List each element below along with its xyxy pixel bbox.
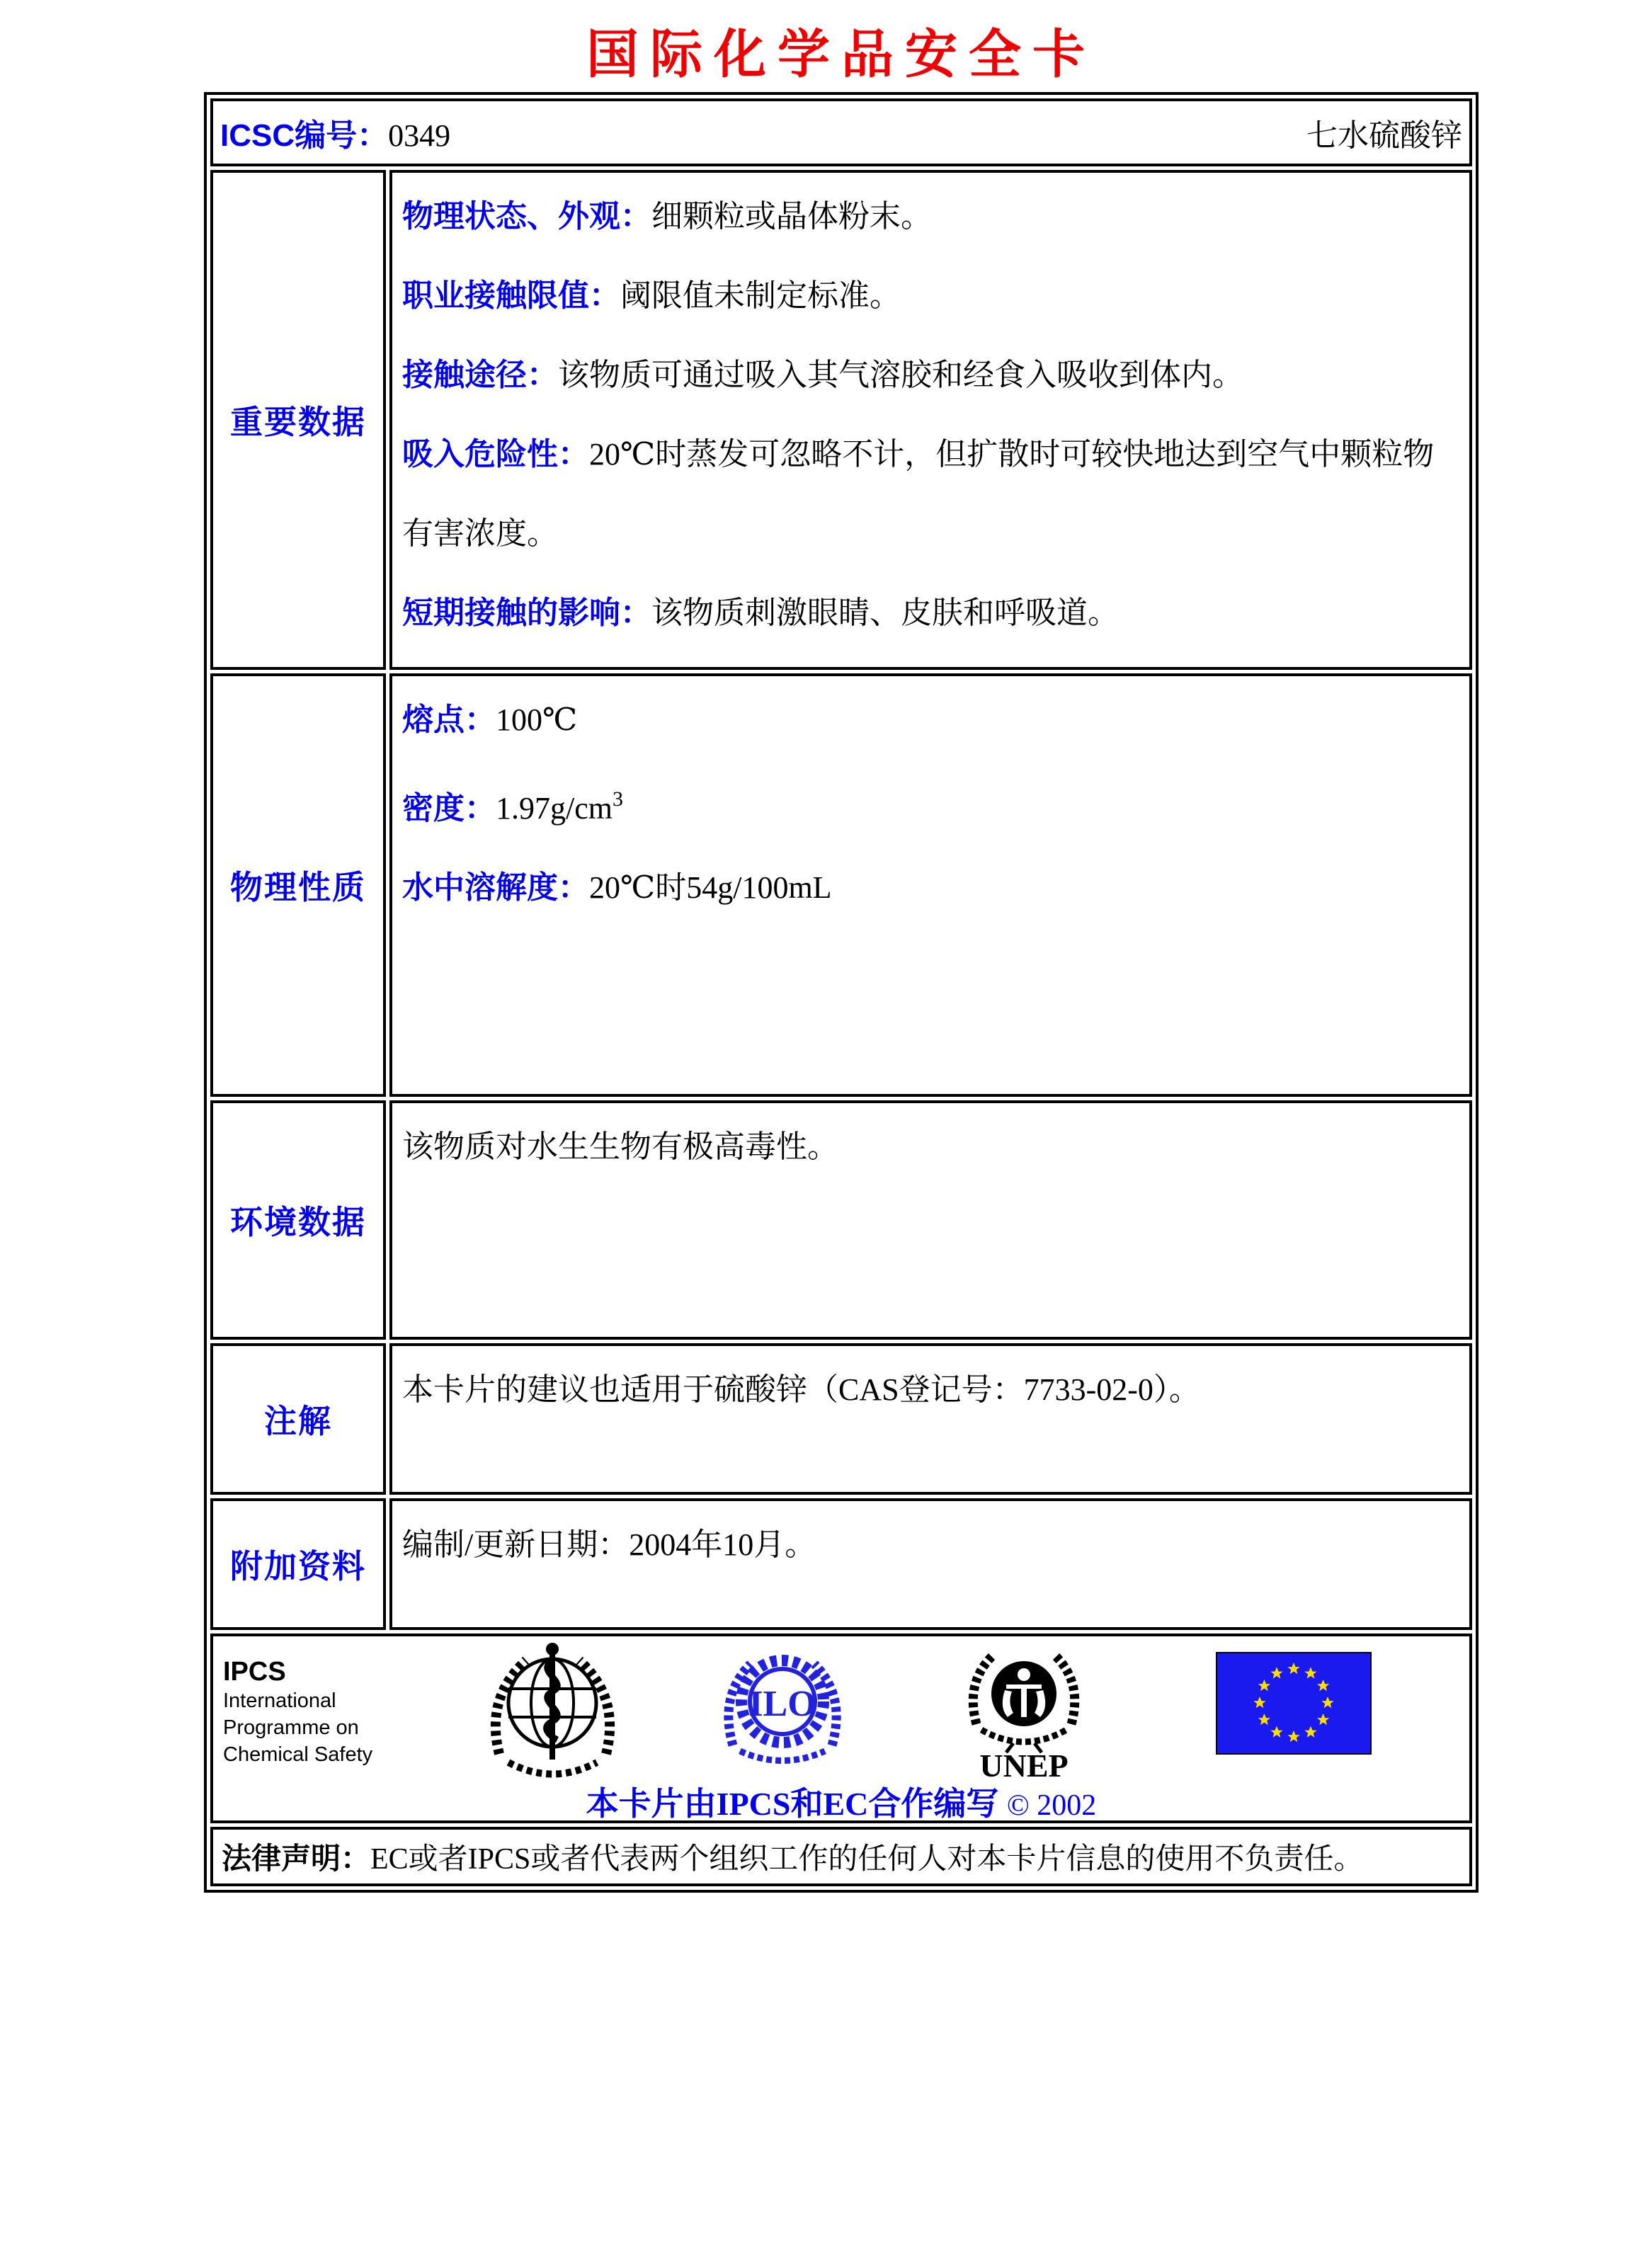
short-term-effects-line: 短期接触的影响：该物质刺激眼睛、皮肤和呼吸道。 bbox=[402, 595, 1119, 630]
icsc-number-value: 0349 bbox=[388, 118, 451, 153]
cooperation-caption bbox=[213, 1778, 1469, 1825]
notes-content bbox=[389, 1343, 1472, 1495]
ipcs-line-3: Chemical Safety bbox=[223, 1743, 373, 1766]
environmental-data-line: 该物质对水生生物有极高毒性。 bbox=[402, 1129, 838, 1164]
melting-point-line: 熔点：100℃ bbox=[402, 702, 578, 737]
physical-properties-row bbox=[210, 673, 1472, 1097]
ipcs-line-1: International bbox=[223, 1689, 336, 1712]
exposure-route-line: 接触途径：该物质可通过吸入其气溶胶和经食入吸收到体内。 bbox=[402, 358, 1243, 392]
section-label-physical-properties: 物理性质 bbox=[210, 673, 386, 1097]
substance-name: 七水硫酸锌 bbox=[1306, 118, 1462, 153]
header-cell bbox=[210, 98, 1472, 166]
ipcs-text-block bbox=[223, 1656, 372, 1768]
page-title: 国际化学品安全卡 bbox=[586, 26, 1096, 84]
environmental-data-content bbox=[389, 1100, 1472, 1340]
additional-info-row bbox=[210, 1498, 1472, 1630]
caption-text: 本卡片由IPCS和EC合作编写 bbox=[586, 1786, 999, 1822]
legal-cell bbox=[210, 1827, 1472, 1886]
water-solubility-line: 水中溶解度：20℃时54g/100mL bbox=[402, 870, 832, 905]
eu-flag-icon bbox=[1216, 1652, 1372, 1755]
icsc-number bbox=[220, 110, 450, 155]
unep-letters: UNEP bbox=[979, 1748, 1069, 1782]
notes-line: 本卡片的建议也适用于硫酸锌（CAS登记号：7733-02-0）。 bbox=[402, 1372, 1200, 1407]
section-label-environmental-data: 环境数据 bbox=[210, 1100, 386, 1340]
notes-row bbox=[210, 1343, 1472, 1495]
important-data-row bbox=[210, 170, 1472, 670]
section-label-notes: 注解 bbox=[210, 1343, 386, 1495]
who-logo-icon bbox=[484, 1641, 622, 1786]
caption-copyright: © 2002 bbox=[1006, 1789, 1097, 1822]
logos-row bbox=[210, 1634, 1472, 1823]
update-date-line: 编制/更新日期：2004年10月。 bbox=[402, 1527, 816, 1562]
additional-info-content bbox=[389, 1498, 1472, 1630]
ipcs-acronym: IPCS bbox=[223, 1657, 286, 1687]
physical-properties-content bbox=[389, 673, 1472, 1097]
ilo-letters: ILO bbox=[748, 1684, 816, 1724]
inhalation-risk-line: 吸入危险性：20℃时蒸发可忽略不计，但扩散时可较快地达到空气中颗粒物有害浓度。 bbox=[402, 437, 1435, 551]
important-data-content bbox=[389, 170, 1472, 670]
environmental-data-row bbox=[210, 1100, 1472, 1340]
ilo-logo-icon bbox=[719, 1646, 846, 1767]
physical-state-line: 物理状态、外观：细颗粒或晶体粉末。 bbox=[402, 199, 932, 234]
ipcs-line-2: Programme on bbox=[223, 1716, 359, 1739]
legal-notice-text: EC或者IPCS或者代表两个组织工作的任何人对本卡片信息的使用不负责任。 bbox=[370, 1843, 1364, 1876]
section-label-important-data: 重要数据 bbox=[210, 170, 386, 670]
icsc-card-table bbox=[204, 92, 1479, 1893]
header-row bbox=[210, 98, 1472, 166]
density-superscript: 3 bbox=[612, 787, 623, 811]
occupational-limit-line: 职业接触限值：阈限值未制定标准。 bbox=[402, 278, 901, 313]
logos-cell bbox=[210, 1634, 1472, 1823]
legal-notice-label: 法律声明： bbox=[222, 1842, 371, 1875]
density-line: 密度：$1.97g/cm^3$ bbox=[402, 787, 623, 826]
unep-logo-icon bbox=[964, 1641, 1084, 1782]
section-label-additional-info: 附加资料 bbox=[210, 1498, 386, 1630]
icsc-number-label: ICSC编号： bbox=[220, 118, 389, 153]
legal-row bbox=[210, 1827, 1472, 1886]
